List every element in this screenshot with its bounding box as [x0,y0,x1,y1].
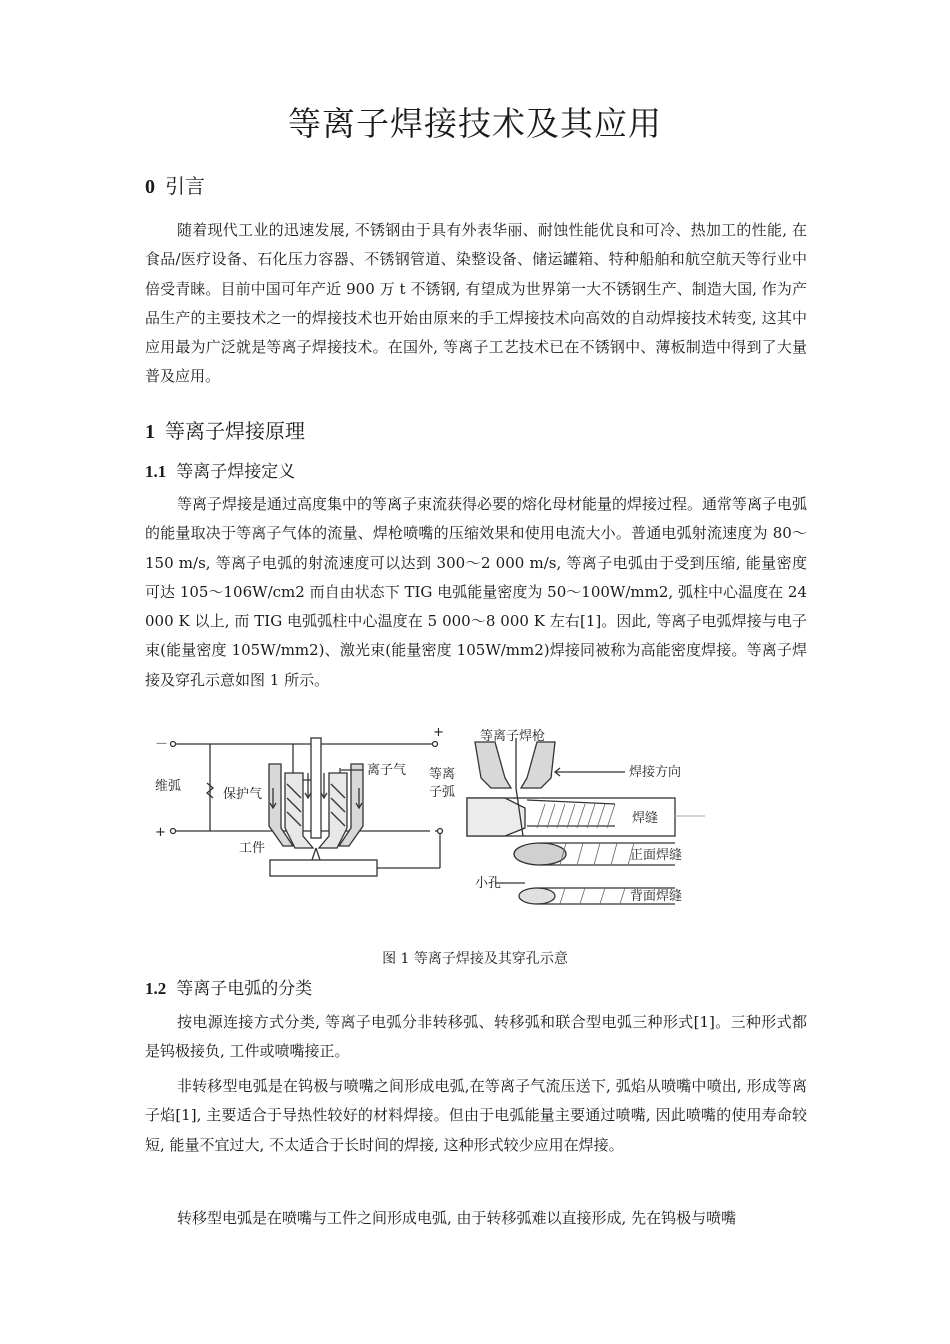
label-ion-gas: 离子气 [367,763,407,778]
section-number: 0 [145,176,155,198]
subsection-heading-classification [145,976,312,1002]
subsection-number: 1.2 [145,979,167,998]
classification-paragraph-1: 按电源连接方式分类, 等离子电弧分非转移弧、转移弧和联合型电弧三种形式[1]。三种形式都是钨极接负, 工件或喷嘴接正。 [145,1013,807,1061]
terminal-plus-label: + [155,825,166,840]
section-heading-intro [145,171,205,202]
subsection-title: 等离子电弧的分类 [176,979,313,999]
classification-paragraph-2: 非转移型电弧是在钨极与喷嘴之间形成电弧,在等离子气流压送下, 弧焰从喷嘴中喷出, 形成等离子焰[1], 主要适合于导热性较好的材料焊接。但由于电弧能量主要通过喷嘴, 因此喷嘴的使用寿命较短, 能量不宜过大, 不太适合于长时间的焊接, 这种形式较少应用在焊接。 [145,1077,807,1154]
document-title: 等离子焊接技术及其应用 [288,104,662,143]
section-title: 等离子焊接原理 [165,419,305,443]
label-shield-gas: 保护气 [223,787,263,802]
figure-plasma-welding-diagram [145,728,705,913]
label-back-weld: 背面焊缝 [630,889,683,904]
label-plasma-arc-1: 等离 [429,767,456,782]
subsection-title: 等离子焊接定义 [176,462,296,482]
label-keyhole: 小孔 [475,876,502,891]
section-heading-principle [145,416,305,447]
classification-paragraph-3: 转移型电弧是在喷嘴与工件之间形成电弧, 由于转移弧难以直接形成, 先在钨极与喷嘴 [177,1209,737,1227]
terminal-minus-label: － [155,737,169,752]
subsection-heading-definition [145,459,295,485]
label-direction: 焊接方向 [629,765,682,780]
section-title: 引言 [165,174,205,198]
subsection-number: 1.1 [145,462,167,481]
label-front-weld: 正面焊缝 [630,848,683,863]
label-weld-seam: 焊缝 [632,811,659,826]
figure-caption: 图 1 等离子焊接及其穿孔示意 [382,951,568,967]
terminal-plus-right-label: + [433,728,444,740]
intro-paragraph: 随着现代工业的迅速发展, 不锈钢由于具有外表华丽、耐蚀性能优良和可冷、热加工的性能, 在食品/医疗设备、石化压力容器、不锈钢管道、染整设备、储运罐箱、特种船舶和航空航天等行业中倍受青睐。目前中国可年产近 900 万 t 不锈钢, 有望成为世界第一大不锈钢生产、制造大国, 作为产品生产的主要技术之一的焊接技术也开始由原来的手工焊接技术向高效的自动焊接技术转变, 这其中应用最为广泛就是等离子焊接技术。在国外, 等离子工艺技术已在不锈钢中、薄板制造中得到了大量普及应用。 [145,221,807,386]
section-number: 1 [145,421,155,443]
label-plasma-arc-2: 子弧 [429,785,456,800]
label-workpiece: 工件 [239,841,266,856]
label-arc: 维弧 [155,779,182,794]
definition-paragraph: 等离子焊接是通过高度集中的等离子束流获得必要的熔化母材能量的焊接过程。通常等离子电弧的能量取决于等离子气体的流量、焊枪喷嘴的压缩效果和使用电流大小。普通电弧射流速度为 80～150 m/s, 等离子电弧的射流速度可以达到 300～2 000 m/s, 等离子电弧由于受到压缩, 能量密度可达 105～106W/cm2 而自由状态下 TIG 电弧能量密度为 50～100W/mm2, 弧柱中心温度在 24 000 K 以上, 而 TIG 电弧弧柱中心温度在 5 000～8 000 K 左右[1]。因此, 等离子电弧焊接与电子束(能量密度 105W/mm2)、激光束(能量密度 105W/mm2)焊接同被称为高能密度焊接。等离子焊接及穿孔示意如图 1 所示。 [145,495,808,689]
label-torch: 等离子焊枪 [480,729,546,744]
